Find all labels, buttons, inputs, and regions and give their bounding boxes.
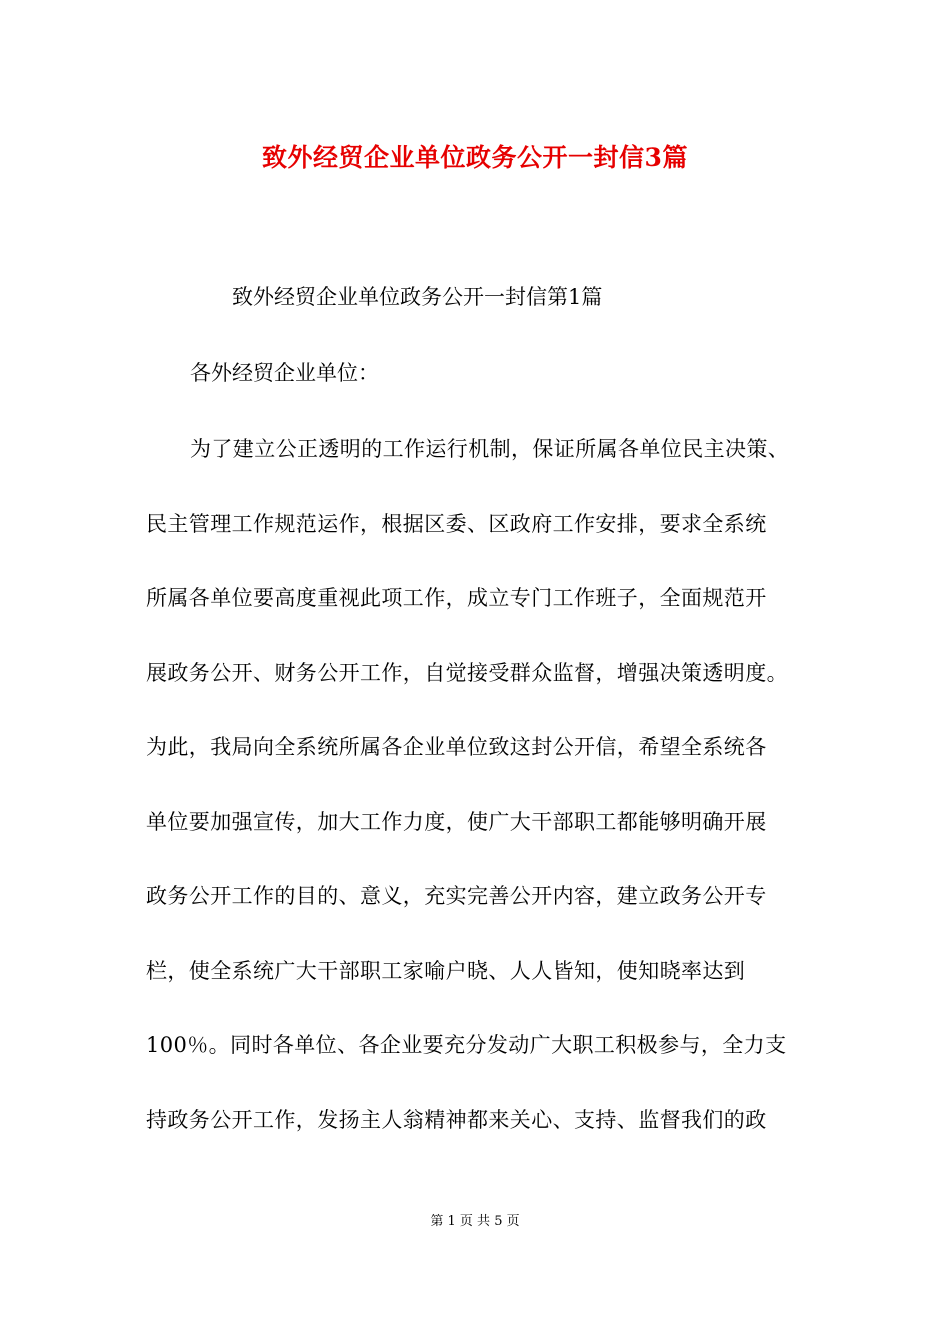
body-line: 为此，我局向全系统所属各企业单位致这封公开信，希望全系统各 (146, 735, 767, 759)
body-line: 所属各单位要高度重视此项工作，成立专门工作班子，全面规范开 (146, 586, 767, 610)
body-line: 展政务公开、财务公开工作，自觉接受群众监督，增强决策透明度。 (146, 661, 788, 685)
salutation: 各外经贸企业单位： (190, 361, 379, 385)
body-line: 政务公开工作的目的、意义，充实完善公开内容，建立政务公开专 (146, 884, 767, 908)
page-number: 第 1 页 共 5 页 (430, 1214, 520, 1229)
body-line: 持政务公开工作，发扬主人翁精神都来关心、支持、监督我们的政 (146, 1108, 767, 1132)
body-line: 民主管理工作规范运作，根据区委、区政府工作安排，要求全系统 (146, 512, 767, 536)
body-line: 100％。同时各单位、各企业要充分发动广大职工积极参与，全力支 (146, 1033, 787, 1057)
section-heading: 致外经贸企业单位政务公开一封信第1篇 (232, 285, 603, 309)
body-line: 单位要加强宣传，加大工作力度，使广大干部职工都能够明确开展 (146, 810, 767, 834)
body-line: 为了建立公正透明的工作运行机制，保证所属各单位民主决策、 (190, 437, 790, 461)
document-title: 致外经贸企业单位政务公开一封信3篇 (262, 143, 688, 172)
body-line: 栏，使全系统广大干部职工家喻户晓、人人皆知，使知晓率达到 (146, 959, 746, 983)
